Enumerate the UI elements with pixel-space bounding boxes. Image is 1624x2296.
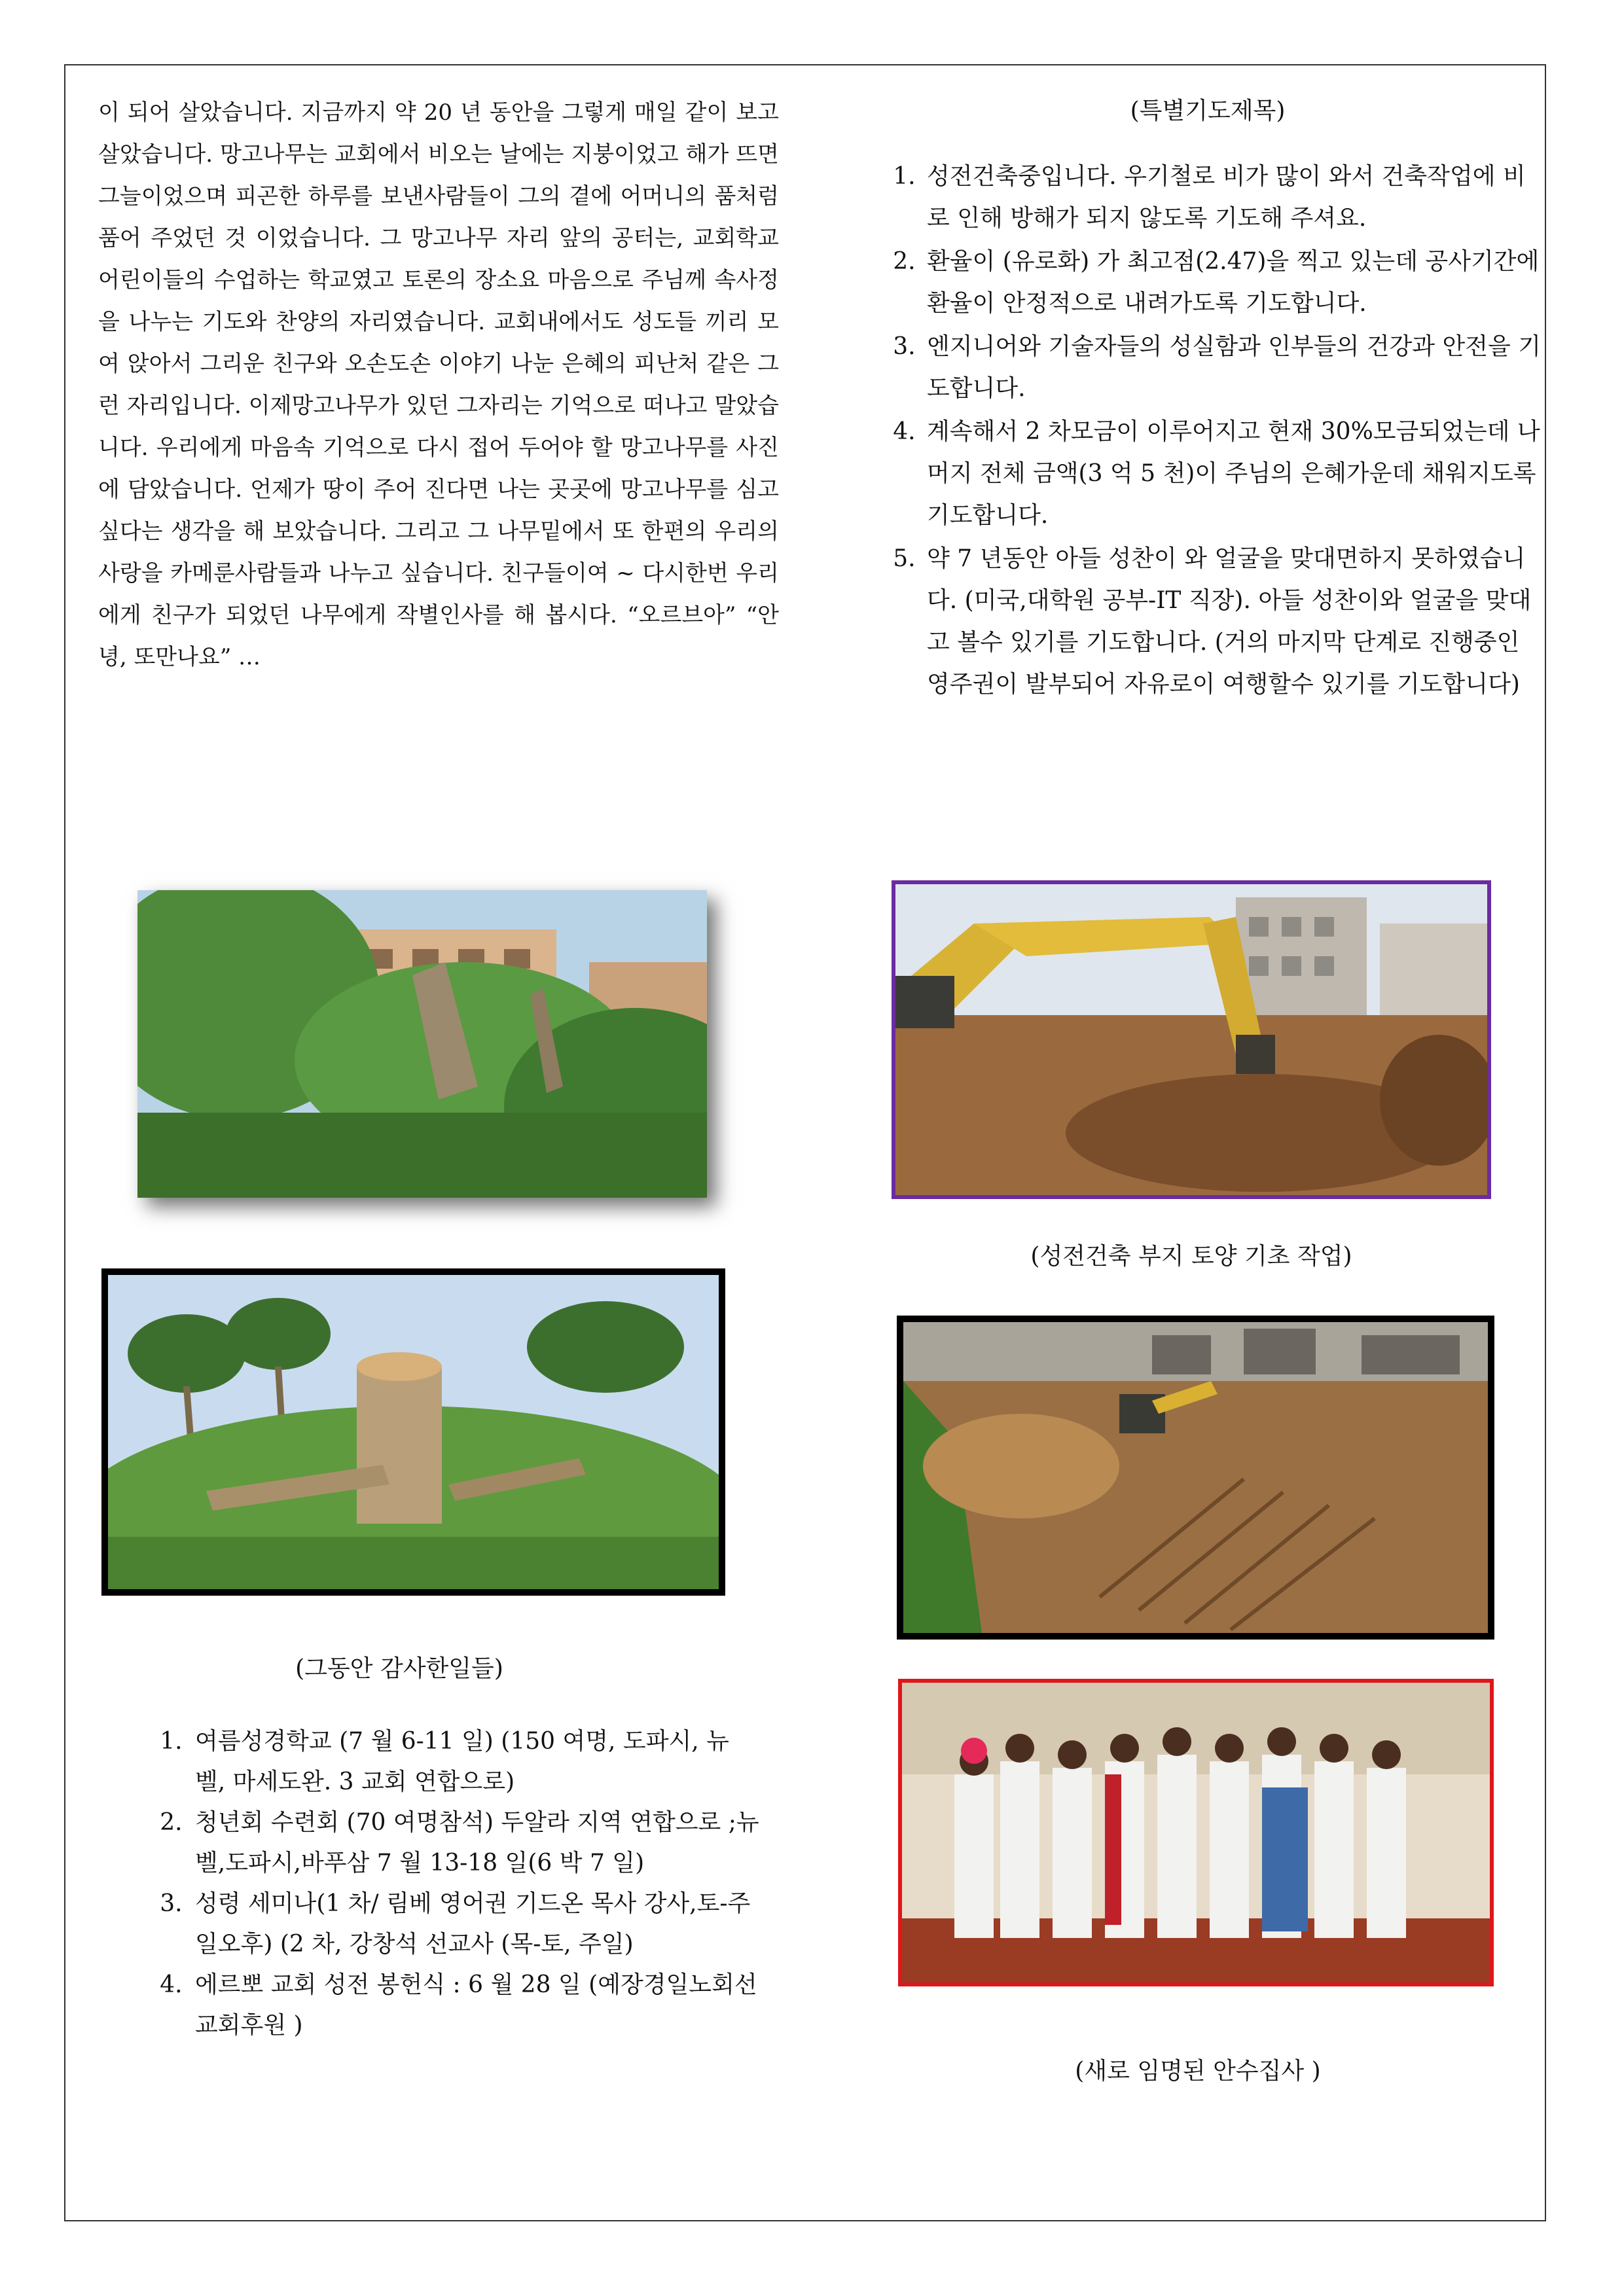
photo-tree-cutting <box>137 890 707 1198</box>
prayer-item: 4. 계속해서 2 차모금이 이루어지고 현재 30%모금되었는데 나머지 전체 금액(3 억 5 천)이 주님의 은혜가운데 채워지도록 기도합니다. <box>923 411 1545 537</box>
thanks-list <box>98 1721 759 2046</box>
thanks-item: 1. 여름성경학교 (7 월 6-11 일) (150 여명, 도파시, 뉴벨, 마세도완. 3 교회 연합으로) <box>190 1721 759 1803</box>
photo-foundation-site <box>897 1316 1494 1640</box>
left-column <box>98 92 779 678</box>
thanks-item: 3. 성령 세미나(1 차/ 림베 영어권 기드온 목사 강사,토-주일오후) (2 차, 강창석 선교사 (목-토, 주일) <box>190 1884 759 1965</box>
caption-construction: (성전건축 부지 토양 기초 작업) <box>1030 1243 1352 1270</box>
prayer-item: 3. 엔지니어와 기술자들의 성실함과 인부들의 건강과 안전을 기도합니다. <box>923 326 1545 410</box>
right-column <box>871 92 1545 707</box>
prayer-title: (특별기도제목) <box>1130 98 1286 124</box>
mango-tree-paragraph: 이 되어 살았습니다. 지금까지 약 20 년 동안을 그렇게 매일 같이 보고 살았습니다. 망고나무는 교회에서 비오는 날에는 지붕이었고 해가 뜨면 그늘이었으며 피곤한 하루를 보낸사람들이 그의 곁에 어머니의 품처럼 품어 주었던 것 이었습니다. 그 망고나무 자리 앞의 공터는, 교회학교 어린이들의 수업하는 학교였고 토론의 장소요 마음으로 주님께 속사정을 나누는 기도와 찬양의 자리였습니다. 교회내에서도 성도들 끼리 모여 앉아서 그리운 친구와 오손도손 이야기 나눈 은혜의 피난처 같은 그런 자리입니다. 이제망고나무가 있던 그자리는 기억으로 떠나고 말았습니다. 우리에게 마음속 기억으로 다시 접어 두어야 할 망고나무를 사진에 담았습니다. 언제가 땅이 주어 진다면 나는 곳곳에 망고나무를 심고 싶다는 생각을 해 보았습니다. 그리고 그 나무밑에서 또 한편의 우리의 사랑을 카메룬사람들과 나누고 싶습니다. 친구들이여 ~ 다시한번 우리에게 친구가 되었던 나무에게 작별인사를 해 봅시다. “오르브아” “안녕, 또만나요” … <box>98 99 779 670</box>
photo-tree-stump <box>101 1268 725 1596</box>
prayer-item: 2. 환율이 (유로화) 가 최고점(2.47)을 찍고 있는데 공사기간에 환율이 안정적으로 내려가도록 기도합니다. <box>923 241 1545 325</box>
caption-deacons: (새로 임명된 안수집사 ) <box>1075 2058 1321 2085</box>
photo-excavator <box>892 880 1491 1199</box>
thanks-item: 2. 청년회 수련회 (70 여명참석) 두알라 지역 연합으로 ;뉴벨,도파시,바푸삼 7 월 13-18 일(6 박 7 일) <box>190 1803 759 1884</box>
thanks-title: (그동안 감사한일들) <box>295 1655 503 1682</box>
prayer-item: 1. 성전건축중입니다. 우기철로 비가 많이 와서 건축작업에 비로 인해 방해가 되지 않도록 기도해 주셔요. <box>923 156 1545 240</box>
photo-deacons-group <box>898 1679 1494 1986</box>
thanks-list-container <box>98 1721 759 2046</box>
prayer-list <box>871 156 1545 706</box>
thanks-item: 4. 에르뽀 교회 성전 봉헌식 : 6 월 28 일 (예장경일노회선교회후원 ) <box>190 1965 759 2046</box>
prayer-item: 5. 약 7 년동안 아들 성찬이 와 얼굴을 맞대면하지 못하였습니다. (미국,대학원 공부-IT 직장). 아들 성찬이와 얼굴을 맞대고 볼수 있기를 기도합니다. (거의 마지막 단계로 진행중인 영주권이 발부되어 자유로이 여행할수 있기를 기도합니다) <box>923 538 1545 706</box>
